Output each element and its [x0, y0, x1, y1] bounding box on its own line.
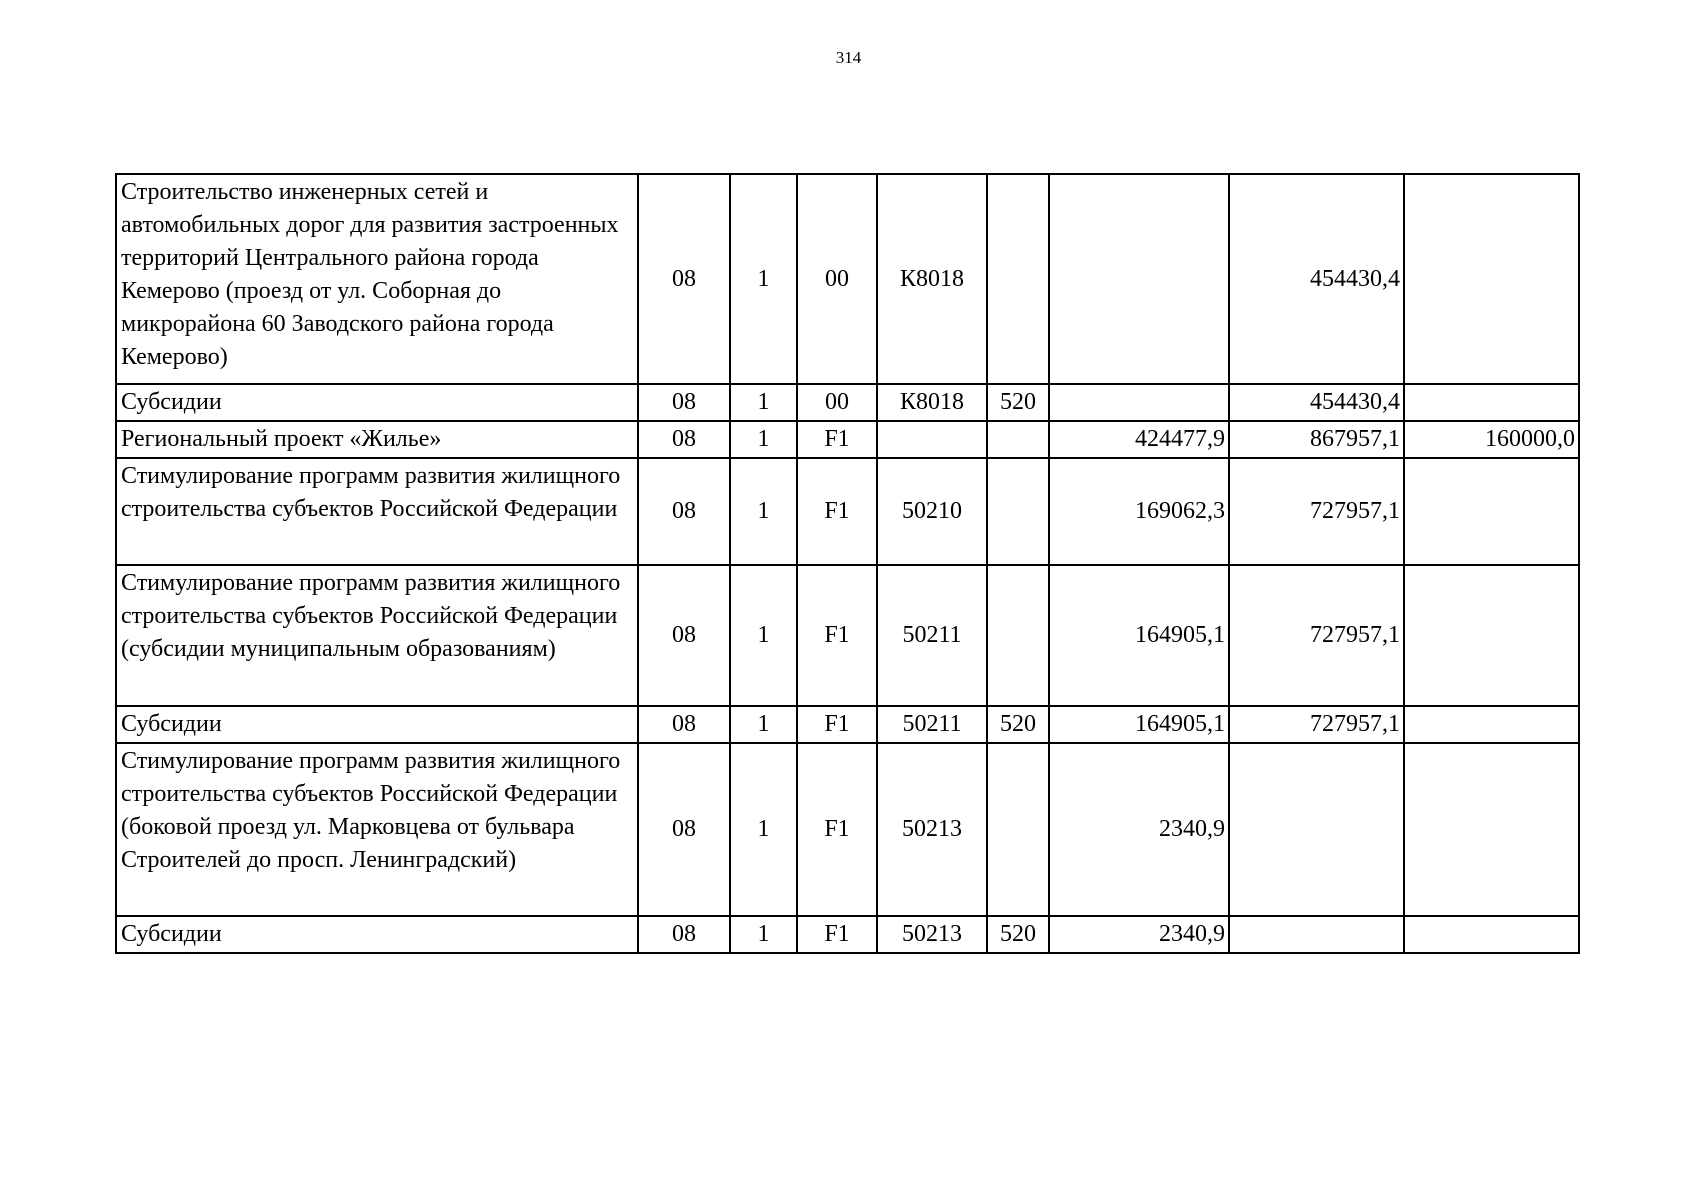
subsection-cell: 1: [730, 916, 797, 953]
section-cell: 08: [638, 916, 730, 953]
expense-type-cell: [987, 743, 1049, 916]
subsection-cell: 1: [730, 421, 797, 458]
table-row: [116, 565, 1579, 706]
program-cell: F1: [797, 706, 877, 743]
table-row: [116, 174, 1579, 384]
amount-year1-cell: 169062,3: [1049, 458, 1229, 565]
amount-year3-cell: [1404, 174, 1579, 384]
budget-table: [115, 173, 1580, 954]
table-row: [116, 421, 1579, 458]
subsection-cell: 1: [730, 174, 797, 384]
section-cell: 08: [638, 565, 730, 706]
row-name-cell: Стимулирование программ развития жилищного строительства субъектов Российской Федерации: [116, 458, 638, 565]
row-name-cell: Субсидии: [116, 384, 638, 421]
expense-type-cell: 520: [987, 916, 1049, 953]
row-name-cell: Стимулирование программ развития жилищного строительства субъектов Российской Федерации (боковой проезд ул. Марковцева от бульвара Строителей до просп. Ленинградский): [116, 743, 638, 916]
expense-code-cell: 50211: [877, 706, 987, 743]
section-cell: 08: [638, 384, 730, 421]
expense-type-cell: 520: [987, 384, 1049, 421]
expense-type-cell: 520: [987, 706, 1049, 743]
section-cell: 08: [638, 458, 730, 565]
section-cell: 08: [638, 421, 730, 458]
expense-type-cell: [987, 174, 1049, 384]
table-row: [116, 384, 1579, 421]
subsection-cell: 1: [730, 565, 797, 706]
amount-year3-cell: [1404, 743, 1579, 916]
expense-code-cell: 50211: [877, 565, 987, 706]
amount-year2-cell: 727957,1: [1229, 706, 1404, 743]
amount-year1-cell: 2340,9: [1049, 743, 1229, 916]
subsection-cell: 1: [730, 743, 797, 916]
amount-year3-cell: 160000,0: [1404, 421, 1579, 458]
amount-year3-cell: [1404, 916, 1579, 953]
subsection-cell: 1: [730, 458, 797, 565]
section-cell: 08: [638, 706, 730, 743]
amount-year3-cell: [1404, 706, 1579, 743]
table-body: [116, 174, 1579, 953]
row-name-cell: Субсидии: [116, 706, 638, 743]
row-name-cell: Субсидии: [116, 916, 638, 953]
amount-year1-cell: [1049, 384, 1229, 421]
page-number: 314: [835, 48, 862, 67]
amount-year2-cell: [1229, 743, 1404, 916]
amount-year1-cell: 164905,1: [1049, 706, 1229, 743]
table-row: [116, 706, 1579, 743]
amount-year2-cell: 727957,1: [1229, 458, 1404, 565]
amount-year2-cell: 454430,4: [1229, 384, 1404, 421]
table-row: [116, 743, 1579, 916]
program-cell: F1: [797, 916, 877, 953]
expense-code-cell: К8018: [877, 174, 987, 384]
program-cell: F1: [797, 565, 877, 706]
amount-year1-cell: 2340,9: [1049, 916, 1229, 953]
row-name-cell: Стимулирование программ развития жилищного строительства субъектов Российской Федерации (субсидии муниципальным образованиям): [116, 565, 638, 706]
table-row: [116, 458, 1579, 565]
amount-year3-cell: [1404, 565, 1579, 706]
expense-type-cell: [987, 458, 1049, 565]
row-name-cell: Строительство инженерных сетей и автомобильных дорог для развития застроенных территорий Центрального района города Кемерово (проезд от ул. Соборная до микрорайона 60 Заводского района города Кемерово): [116, 174, 638, 384]
section-cell: 08: [638, 743, 730, 916]
amount-year1-cell: 164905,1: [1049, 565, 1229, 706]
amount-year2-cell: 867957,1: [1229, 421, 1404, 458]
program-cell: 00: [797, 174, 877, 384]
program-cell: F1: [797, 743, 877, 916]
table-row: [116, 916, 1579, 953]
subsection-cell: 1: [730, 706, 797, 743]
amount-year1-cell: 424477,9: [1049, 421, 1229, 458]
amount-year2-cell: 727957,1: [1229, 565, 1404, 706]
expense-code-cell: 50210: [877, 458, 987, 565]
row-name-cell: Региональный проект «Жилье»: [116, 421, 638, 458]
amount-year2-cell: [1229, 916, 1404, 953]
subsection-cell: 1: [730, 384, 797, 421]
program-cell: F1: [797, 458, 877, 565]
section-cell: 08: [638, 174, 730, 384]
program-cell: 00: [797, 384, 877, 421]
expense-type-cell: [987, 421, 1049, 458]
amount-year3-cell: [1404, 384, 1579, 421]
amount-year2-cell: 454430,4: [1229, 174, 1404, 384]
program-cell: F1: [797, 421, 877, 458]
expense-type-cell: [987, 565, 1049, 706]
expense-code-cell: 50213: [877, 743, 987, 916]
expense-code-cell: [877, 421, 987, 458]
amount-year3-cell: [1404, 458, 1579, 565]
expense-code-cell: 50213: [877, 916, 987, 953]
expense-code-cell: К8018: [877, 384, 987, 421]
amount-year1-cell: [1049, 174, 1229, 384]
